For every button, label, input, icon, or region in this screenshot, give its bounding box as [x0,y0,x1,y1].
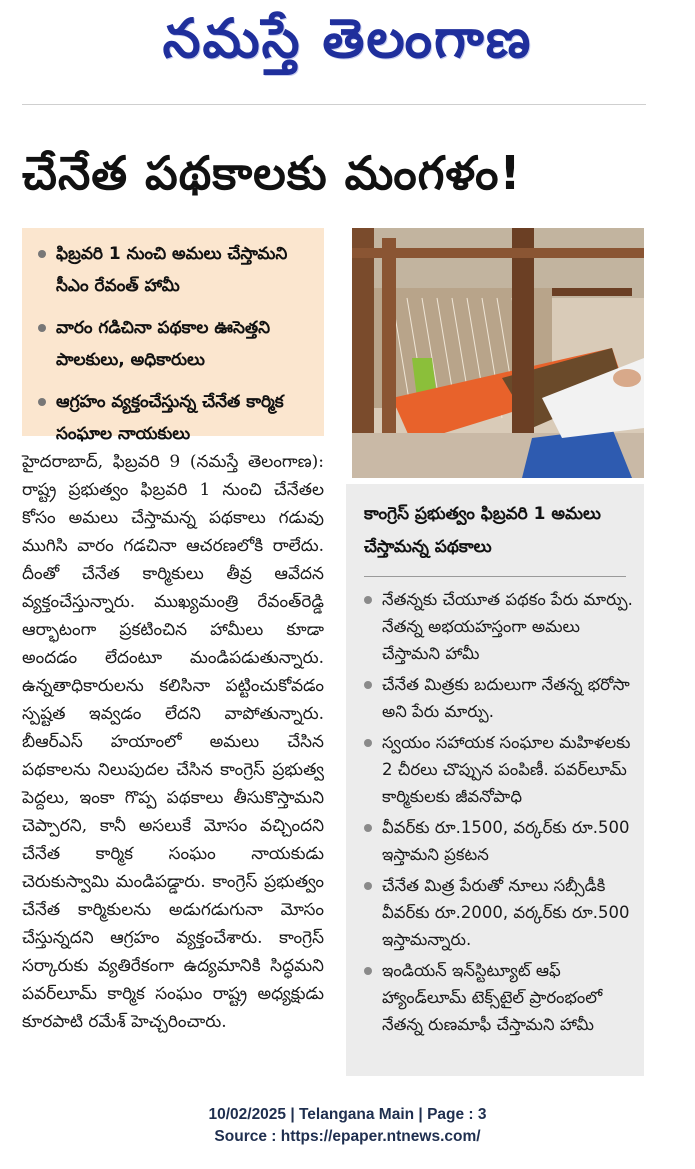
bullet-icon [364,739,372,747]
masthead-logo-text: నమస్తే తెలంగాణ [162,6,533,70]
highlight-text: వారం గడిచినా పథకాల ఊసెత్తని పాలకులు, అధికారులు [56,318,271,370]
highlight-item [34,238,316,302]
handloom-weaving-photo [352,228,644,478]
list-item [360,671,636,725]
footer-edition-line: 10/02/2025 | Telangana Main | Page : 3 [208,1106,487,1123]
bullet-icon [364,596,372,604]
bullet-icon [364,681,372,689]
highlight-text: ఆగ్రహం వ్యక్తంచేస్తున్న చేనేత కార్మిక సంఘాల నాయకులు [56,392,284,444]
footer [0,1104,695,1148]
list-item-text: నేతన్నకు చేయూత పథకం పేరు మార్పు. నేతన్న అభయహస్తంగా అమలు చేస్తామని హామీ [382,590,633,663]
list-item [360,957,636,1038]
highlight-text: ఫిబ్రవరి 1 నుంచి అమలు చేస్తామని సీఎం రేవంత్ హామీ [56,244,288,296]
sidebar-title: కాంగ్రెస్ ప్రభుత్వం ఫిబ్రవరి 1 అమలు చేస్తామన్న పథకాలు [364,504,601,557]
list-item-text: చేనేత మిత్ర పేరుతో నూలు సబ్సీడీకి వీవర్‌కు రూ.2000, వర్కర్‌కు రూ.500 ఇస్తామన్నారు. [382,876,630,949]
highlights-box [22,228,324,444]
schemes-sidebar [346,484,644,1076]
headline: చేనేత పథకాలకు మంగళం! [22,146,522,200]
bullet-icon [364,967,372,975]
bullet-icon [38,250,46,258]
list-item [360,814,636,868]
list-item [360,729,636,810]
list-item-text: వీవర్‌కు రూ.1500, వర్కర్‌కు రూ.500 ఇస్తామని ప్రకటన [382,818,630,864]
sidebar-list [360,586,636,1042]
list-item-text: స్వయం సహాయక సంఘాల మహిళలకు 2 చీరలు చొప్పున పంపిణీ. పవర్‌లూమ్ కార్మికులకు జీవనోపాధి [382,733,631,806]
bullet-icon [364,882,372,890]
highlight-item [34,386,316,450]
list-item-text: చేనేత మిత్రకు బదులుగా నేతన్న భరోసా అని పేరు మార్పు. [382,675,630,721]
list-item-text: ఇండియన్ ఇన్‌స్టిట్యూట్ ఆఫ్ హ్యాండ్‌లూమ్ టెక్స్‌టైల్ ప్రారంభంలో నేతన్న రుణమాఫీ చేస్తామని హామీ [382,961,603,1034]
article-body: హైదరాబాద్, ఫిబ్రవరి 9 (నమస్తే తెలంగాణ): రాష్ట్ర ప్రభుత్వం ఫిబ్రవరి 1 నుంచి చేనేతల కోసం అమలు చేస్తామన్న పథకాలు గడువు ముగిసి వారం గడచినా ఆచరణలోకి రాలేదు. దీంతో చేనేత కార్మికులు తీవ్ర ఆవేదన వ్యక్తంచేస్తున్నారు. ముఖ్యమంత్రి రేవంత్‌రెడ్డి ఆర్భాటంగా ప్రకటించిన హామీలు కూడా అందడం లేదంటూ మండిపడుతున్నారు. ఉన్నతాధికారులను కలిసినా పట్టించుకోవడం స్పష్టత ఇవ్వడం లేదని వాపోతున్నారు. బీఆర్‌ఎస్ హయాంలో అమలు చేసిన పథకాలను నిలుపుదల చేసిన కాంగ్రెస్ ప్రభుత్వ పెద్దలు, ఇంకా గొప్ప పథకాలు తీసుకొస్తామని చెప్పారని, కానీ అసలుకే మోసం వచ్చిందని చేనేత కార్మిక సంఘం నాయకుడు చెరుకుస్వామి మండిపడ్డారు. కాంగ్రెస్ ప్రభుత్వం చేనేత కార్మికులను అడుగడుగునా మోసం చేస్తున్నదని ఆగ్రహం వ్యక్తంచేశారు. కాంగ్రెస్ సర్కారుకు వ్యతిరేకంగా ఉద్యమానికి సిద్ధమని పవర్‌లూమ్ కార్మిక సంఘం రాష్ట్ర అధ్యక్షుడు కూరపాటి రమేశ్ హెచ్చరించారు. [22,452,324,1032]
masthead-divider [22,104,646,105]
footer-source-line: Source : https://epaper.ntnews.com/ [214,1128,481,1145]
highlight-item [34,312,316,376]
bullet-icon [38,398,46,406]
bullet-icon [364,824,372,832]
bullet-icon [38,324,46,332]
masthead [0,0,695,90]
sidebar-divider [364,576,626,577]
list-item [360,872,636,953]
list-item [360,586,636,667]
